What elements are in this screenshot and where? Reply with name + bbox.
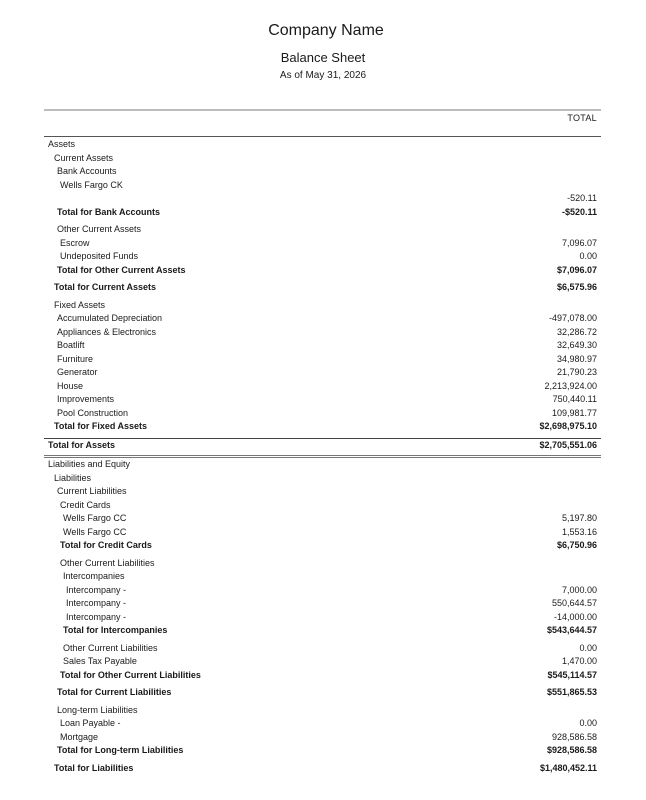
row-amount: 5,197.80 bbox=[561, 513, 597, 523]
header-rule bbox=[44, 109, 601, 111]
account-row bbox=[44, 339, 601, 353]
row-label: Undeposited Funds bbox=[60, 251, 139, 261]
account-row bbox=[44, 192, 601, 206]
account-row bbox=[44, 237, 601, 251]
account-row bbox=[44, 353, 601, 367]
row-label: Other Current Liabilities bbox=[63, 642, 158, 653]
account-row bbox=[44, 250, 601, 264]
row-label: Total for Other Current Assets bbox=[57, 264, 186, 275]
account-row bbox=[44, 584, 601, 598]
total-row bbox=[44, 686, 601, 700]
row-label: House bbox=[57, 380, 84, 391]
row-amount: $543,644.57 bbox=[546, 625, 597, 635]
row-label: Total for Credit Cards bbox=[60, 540, 152, 550]
account-row bbox=[44, 472, 601, 486]
report-date: As of May 31, 2026 bbox=[279, 70, 367, 81]
row-amount: 928,586.58 bbox=[551, 731, 597, 742]
row-amount: 750,440.11 bbox=[552, 394, 597, 404]
account-row bbox=[44, 393, 601, 407]
account-row bbox=[44, 326, 601, 340]
account-row bbox=[44, 223, 601, 237]
row-label: Intercompany - bbox=[66, 611, 127, 622]
row-amount: 0.00 bbox=[579, 718, 597, 728]
row-label: Fixed Assets bbox=[54, 299, 106, 310]
total-row bbox=[44, 438, 601, 453]
report-title: Balance Sheet bbox=[280, 50, 366, 65]
row-amount: 32,649.30 bbox=[556, 340, 597, 350]
row-label: Total for Intercompanies bbox=[63, 625, 168, 635]
total-column-header: TOTAL bbox=[567, 113, 597, 123]
row-amount: 1,553.16 bbox=[561, 526, 597, 537]
row-amount: 34,980.97 bbox=[556, 353, 597, 364]
row-label: Credit Cards bbox=[60, 499, 111, 510]
account-row bbox=[44, 152, 601, 166]
row-amount: $2,698,975.10 bbox=[539, 421, 597, 431]
row-label: Total for Fixed Assets bbox=[54, 421, 148, 431]
total-row bbox=[44, 669, 601, 683]
company-name: Company Name bbox=[268, 22, 384, 39]
row-label: Total for Current Assets bbox=[54, 282, 157, 292]
account-row bbox=[44, 366, 601, 380]
account-row bbox=[44, 165, 601, 179]
row-label: Liabilities and Equity bbox=[48, 459, 131, 469]
total-row bbox=[44, 206, 601, 220]
row-label: Wells Fargo CC bbox=[63, 526, 127, 537]
total-row bbox=[44, 264, 601, 278]
account-row bbox=[44, 499, 601, 513]
row-label: Improvements bbox=[57, 394, 115, 404]
row-label: Intercompanies bbox=[63, 571, 125, 581]
row-label: Bank Accounts bbox=[57, 166, 117, 176]
row-label: Current Liabilities bbox=[57, 486, 127, 496]
row-label: Current Assets bbox=[54, 152, 114, 163]
row-amount: $551,865.53 bbox=[546, 687, 597, 697]
row-amount: 550,644.57 bbox=[551, 598, 597, 608]
row-amount: $545,114.57 bbox=[547, 669, 597, 680]
account-row bbox=[44, 642, 601, 656]
row-label: Furniture bbox=[57, 353, 94, 364]
row-label: Wells Fargo CC bbox=[63, 513, 127, 523]
row-amount: $6,575.96 bbox=[556, 282, 597, 292]
account-row bbox=[44, 179, 601, 193]
row-amount: 0.00 bbox=[579, 251, 597, 261]
row-label: Loan Payable - bbox=[60, 718, 121, 728]
row-label: Total for Liabilities bbox=[54, 762, 134, 773]
account-row bbox=[44, 407, 601, 421]
row-amount: $2,705,551.06 bbox=[539, 439, 597, 450]
row-amount: -520.11 bbox=[567, 193, 597, 203]
row-label: Sales Tax Payable bbox=[63, 656, 137, 666]
row-amount: 7,096.07 bbox=[561, 237, 597, 248]
account-row bbox=[44, 526, 601, 540]
row-label: Mortgage bbox=[60, 731, 99, 742]
account-row bbox=[44, 455, 601, 472]
row-amount: $6,750.96 bbox=[556, 540, 597, 550]
account-row bbox=[44, 655, 601, 669]
account-row bbox=[44, 485, 601, 499]
row-amount: $1,480,452.11 bbox=[539, 762, 597, 773]
row-amount: 32,286.72 bbox=[556, 326, 597, 337]
total-row bbox=[44, 624, 601, 638]
row-label: Appliances & Electronics bbox=[57, 326, 157, 337]
row-label: Escrow bbox=[60, 237, 90, 248]
row-amount: 21,790.23 bbox=[556, 367, 597, 377]
row-label: Total for Bank Accounts bbox=[57, 206, 161, 217]
row-amount: $928,586.58 bbox=[546, 745, 597, 755]
row-label: Total for Current Liabilities bbox=[57, 687, 172, 697]
row-label: Pool Construction bbox=[57, 407, 129, 418]
account-row bbox=[44, 380, 601, 394]
row-amount: $7,096.07 bbox=[556, 264, 597, 275]
account-row bbox=[44, 138, 601, 152]
row-amount: 1,470.00 bbox=[561, 656, 597, 666]
total-row bbox=[44, 281, 601, 295]
row-amount: 7,000.00 bbox=[561, 584, 597, 595]
row-label: Intercompany - bbox=[66, 584, 127, 595]
total-row bbox=[44, 420, 601, 434]
row-amount: 109,981.77 bbox=[551, 407, 597, 418]
account-row bbox=[44, 557, 601, 571]
row-label: Generator bbox=[57, 367, 98, 377]
account-row bbox=[44, 717, 601, 731]
row-amount: 0.00 bbox=[579, 642, 597, 653]
row-amount: -14,000.00 bbox=[553, 611, 597, 622]
header-bottom-rule bbox=[44, 136, 601, 137]
row-label: Other Current Assets bbox=[57, 224, 142, 234]
row-label: Other Current Liabilities bbox=[60, 557, 155, 568]
account-row bbox=[44, 731, 601, 745]
account-row bbox=[44, 570, 601, 584]
row-label: Total for Other Current Liabilities bbox=[60, 669, 201, 680]
account-row bbox=[44, 704, 601, 718]
row-label: Total for Assets bbox=[48, 439, 116, 450]
row-label: Total for Long-term Liabilities bbox=[57, 745, 184, 755]
row-label: Assets bbox=[48, 139, 76, 149]
account-row bbox=[44, 299, 601, 313]
total-row bbox=[44, 762, 601, 776]
row-amount: 2,213,924.00 bbox=[544, 380, 597, 391]
row-label: Wells Fargo CK bbox=[60, 179, 123, 190]
account-row bbox=[44, 312, 601, 326]
account-row bbox=[44, 512, 601, 526]
total-row bbox=[44, 539, 601, 553]
account-row bbox=[44, 611, 601, 625]
report-rows bbox=[44, 138, 601, 775]
account-row bbox=[44, 597, 601, 611]
row-label: Accumulated Depreciation bbox=[57, 313, 163, 323]
row-label: Long-term Liabilities bbox=[57, 704, 138, 715]
total-row bbox=[44, 744, 601, 758]
row-label: Liabilities bbox=[54, 472, 92, 483]
row-label: Intercompany - bbox=[66, 598, 127, 608]
row-amount: -$520.11 bbox=[561, 206, 597, 217]
row-amount: -497,078.00 bbox=[548, 313, 597, 323]
row-label: Boatlift bbox=[57, 340, 85, 350]
